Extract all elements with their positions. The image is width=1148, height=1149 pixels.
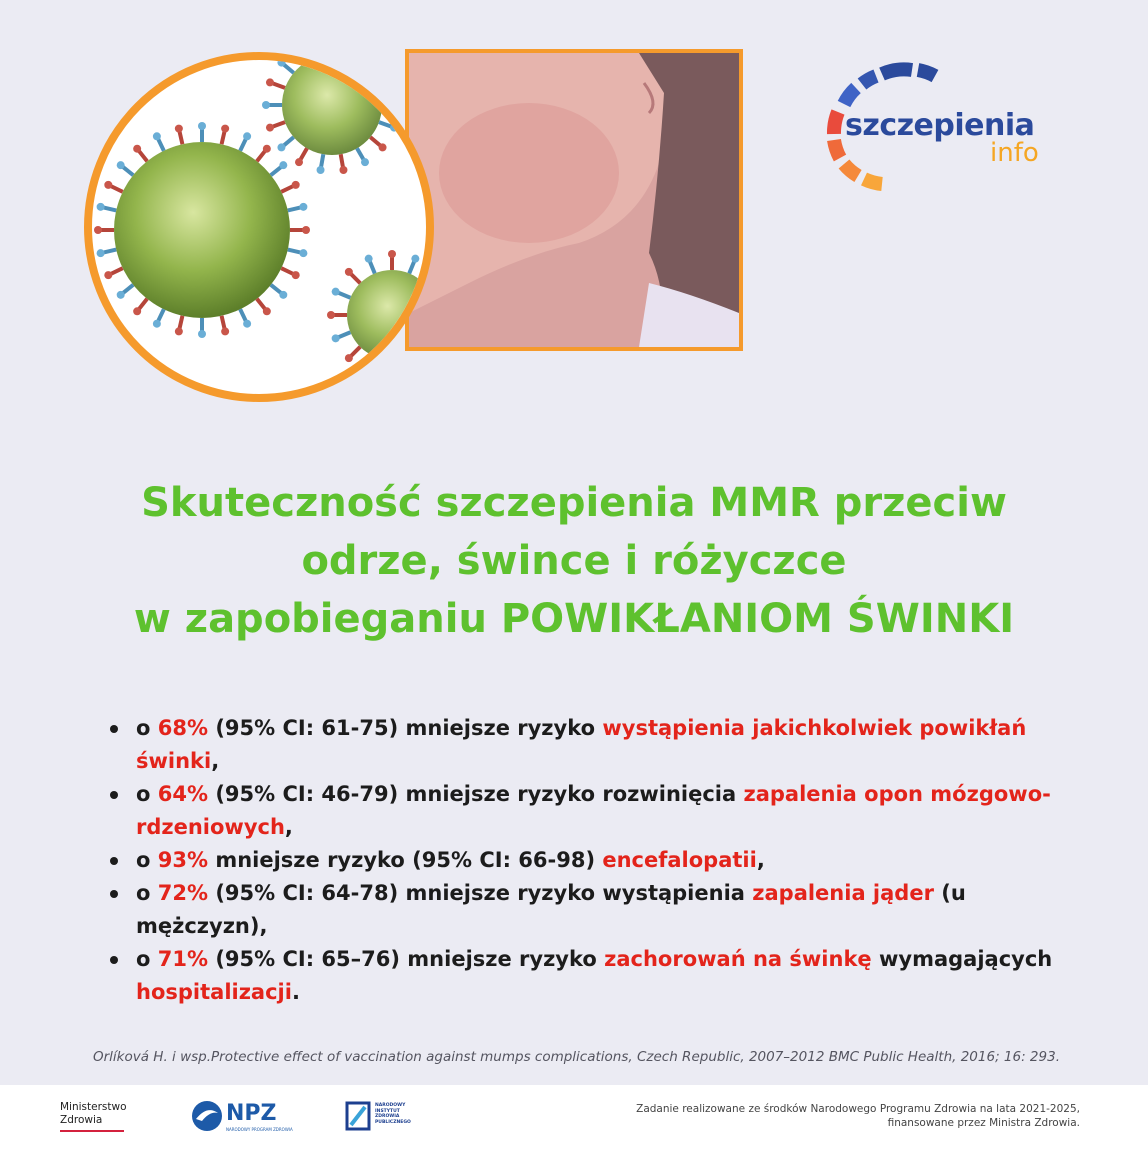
citation: Orlíková H. i wsp.Protective effect of vaccination against mumps complications, Czech Republic, 2007–2012 BMC Public Health, 2016; 16: 293. <box>92 1049 1060 1065</box>
funding-note: Zadanie realizowane ze środków Narodowego Programu Zdrowia na lata 2021-2025, finansowane przez Ministra Zdrowia. <box>636 1103 1080 1129</box>
virus-icon <box>92 60 426 394</box>
title-line-2: odrze, śwince i różyczce <box>301 538 847 584</box>
mumps-photo <box>405 49 743 351</box>
npz-swirl-icon <box>190 1099 224 1133</box>
facts-list <box>108 712 1068 1009</box>
logo-text-info: info <box>990 138 1039 168</box>
fact-item: o 93% mniejsze ryzyko (95% CI: 66-98) encefalopatii, <box>108 844 1068 877</box>
fact-item: o 68% (95% CI: 61-75) mniejsze ryzyko wystąpienia jakichkolwiek powikłań świnki, <box>108 712 1068 778</box>
fact-item: o 71% (95% CI: 65–76) mniejsze ryzyko zachorowań na świnkę wymagających hospitalizacji. <box>108 943 1068 1009</box>
page-title <box>40 474 1108 648</box>
footer <box>0 1085 1148 1149</box>
nizp-logo: NARODOWY INSTYTUT ZDROWIA PUBLICZNEGO <box>345 1099 425 1135</box>
nizp-mark-icon <box>345 1099 373 1133</box>
fact-item: o 72% (95% CI: 64-78) mniejsze ryzyko wystąpienia zapalenia jąder (u mężczyzn), <box>108 877 1068 943</box>
virus-illustration <box>84 52 434 402</box>
title-line-1: Skuteczność szczepienia MMR przeciw <box>141 480 1007 526</box>
fact-item: o 64% (95% CI: 46-79) mniejsze ryzyko rozwinięcia zapalenia opon mózgowo-rdzeniowych, <box>108 778 1068 844</box>
ministry-logo: Ministerstwo Zdrowia <box>60 1101 127 1132</box>
logo-text-szczepienia: szczepienia <box>845 108 1035 143</box>
npz-logo: NPZ NARODOWY PROGRAM ZDROWIA <box>190 1099 300 1135</box>
title-line-3: w zapobieganiu POWIKŁANIOM ŚWINKI <box>133 596 1015 642</box>
